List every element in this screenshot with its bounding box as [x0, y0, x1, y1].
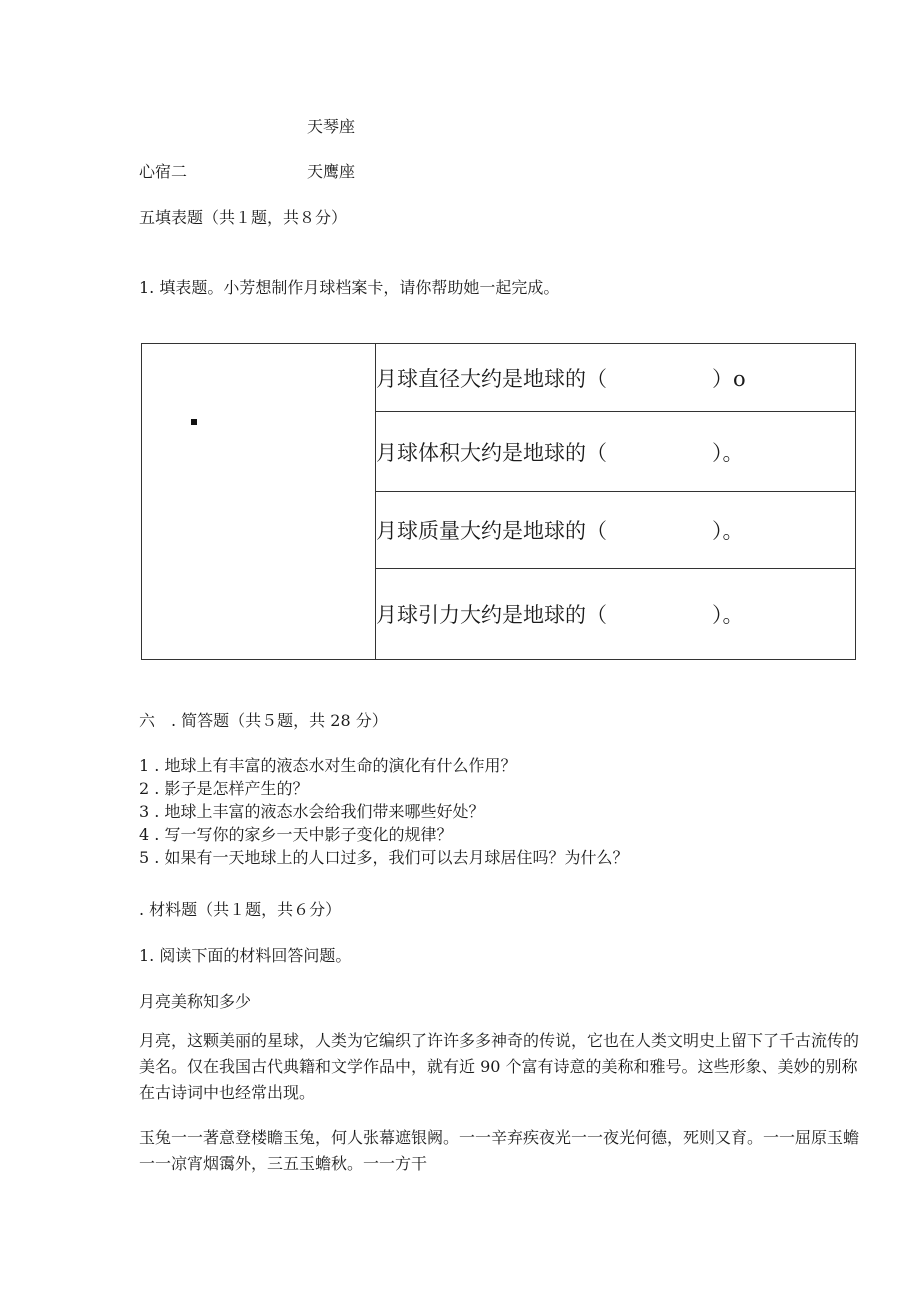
image-placeholder-marker: [191, 419, 197, 425]
material-paragraph: 月亮，这颗美丽的星球，人类为它编织了许许多多神奇的传说，它也在人类文明史上留下了千古流传的美名。仅在我国古代典籍和文学作品中，就有近 90 个富有诗意的美称和雅号。这些形象、美妙的别称在古诗词中也经常出现。: [139, 1031, 860, 1102]
material-subtitle: 月亮美称知多少: [139, 992, 252, 1011]
section-heading-material: . 材料题（共１题，共６分）: [139, 900, 342, 919]
table-row-mass: 月球质量大约是地球的（ ）。: [376, 491, 856, 568]
section-heading-fill-table: 五填表题（共１题，共８分）: [139, 208, 348, 227]
question-material: 1. 阅读下面的材料回答问题。: [139, 946, 352, 965]
list-item: 2 . 影子是怎样产生的？: [139, 779, 309, 798]
moon-image-cell: [142, 344, 376, 660]
table-cell-lyra: 天琴座: [307, 117, 356, 136]
material-paragraph-quotes: 玉兔一一著意登楼瞻玉兔，何人张幕遮银阙。一一辛弃疾夜光一一夜光何德，死则又育。一一屈原玉蟾一一凉宵烟霭外，三五玉蟾秋。一一方干: [139, 1128, 860, 1173]
short-answer-list: [139, 754, 628, 869]
list-item: 4 . 写一写你的家乡一天中影子变化的规律？: [139, 825, 453, 844]
question-fill-table: 1. 填表题。小芳想制作月球档案卡，请你帮助她一起完成。: [139, 278, 560, 297]
list-item: 3 . 地球上丰富的液态水会给我们带来哪些好处？: [139, 802, 485, 821]
table-cell-antares: 心宿二: [139, 162, 188, 181]
table-cell-aquila: 天鹰座: [307, 162, 356, 181]
table-row-gravity: 月球引力大约是地球的（ ）。: [376, 569, 856, 660]
moon-profile-table: [141, 343, 856, 660]
section-heading-short-answer: 六 . 简答题（共５题，共 28 分）: [139, 711, 388, 730]
table-row-volume: 月球体积大约是地球的（ ）。: [376, 412, 856, 492]
table-row-diameter: 月球直径大约是地球的（ ）o: [376, 344, 856, 412]
list-item: 1 . 地球上有丰富的液态水对生命的演化有什么作用？: [139, 756, 517, 775]
list-item: 5 . 如果有一天地球上的人口过多，我们可以去月球居住吗？为什么？: [139, 848, 629, 867]
